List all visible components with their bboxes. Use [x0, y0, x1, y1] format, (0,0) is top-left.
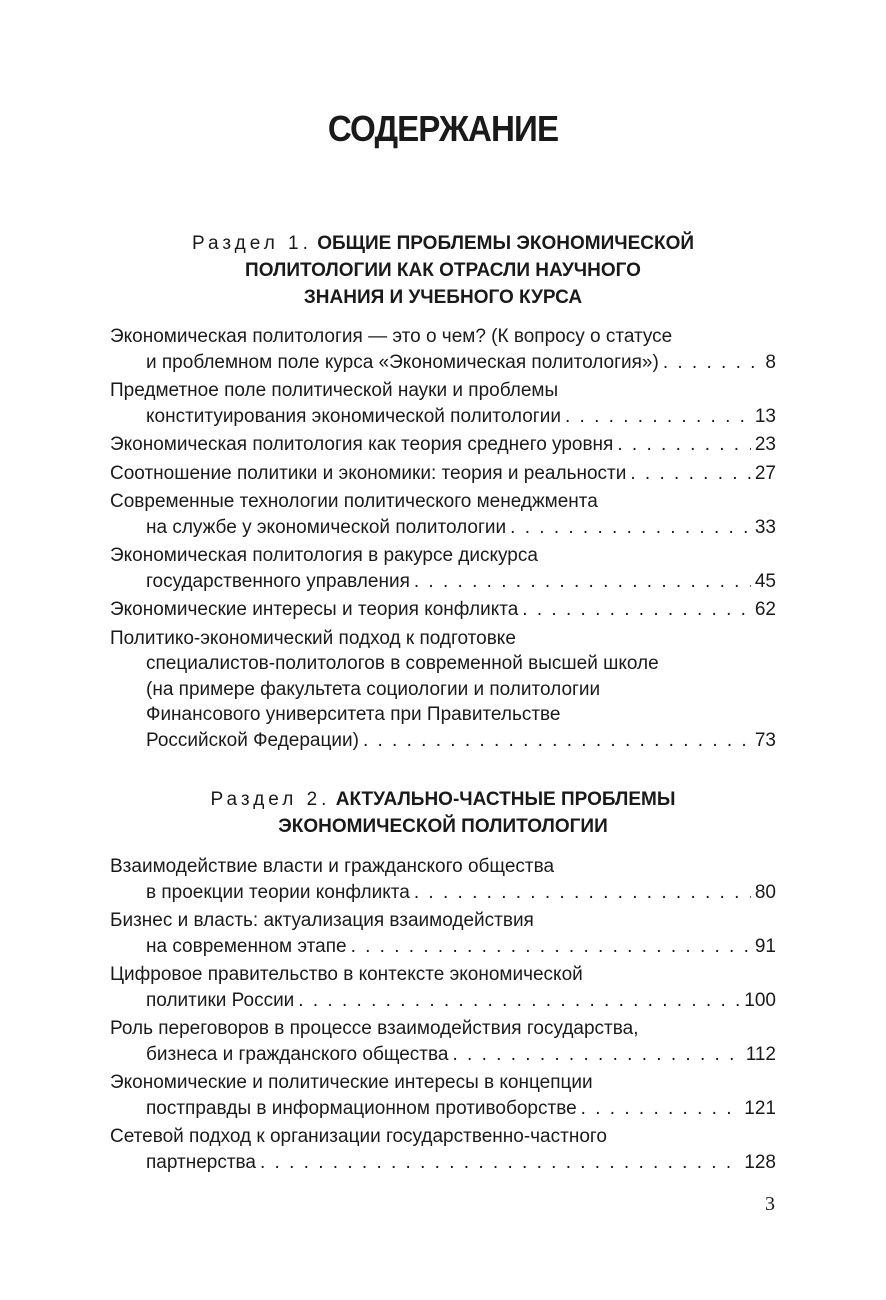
- toc-page-number: 121: [744, 1097, 776, 1119]
- toc-entry-line: Цифровое правительство в контексте экономической: [110, 964, 583, 985]
- section-1-prefix: Раздел 1.: [191, 233, 312, 254]
- toc-entry-last-line: [110, 461, 776, 487]
- toc-entry-line: Бизнес и власть: актуализация взаимодействия: [110, 910, 534, 931]
- dot-leader: [522, 597, 751, 623]
- toc-entry-last-line: [110, 880, 776, 906]
- toc-page-number: 100: [744, 989, 776, 1011]
- toc-entry-line: в проекции теории конфликта: [146, 881, 410, 903]
- dot-leader: [581, 1096, 741, 1122]
- toc-entry-line: государственного управления: [146, 570, 410, 592]
- toc-entry-last-line: [110, 597, 776, 623]
- toc-page-number: 8: [765, 351, 776, 373]
- toc-entry-line: Политико-экономический подход к подготовке: [110, 627, 516, 649]
- toc-page-number: 23: [754, 434, 776, 455]
- toc-page-number: 33: [754, 516, 776, 538]
- toc-entry-line: постправды в информационном противоборстве: [146, 1097, 577, 1119]
- dot-leader: [617, 432, 751, 458]
- section-2-heading-line-1: [0, 786, 886, 813]
- toc-entry: [110, 489, 776, 540]
- toc-page-number: 73: [754, 729, 776, 751]
- toc-entry-line: Экономическая политология в ракурсе дискурса: [110, 545, 538, 566]
- toc-entry: [110, 962, 776, 1013]
- toc-entry: [110, 597, 776, 623]
- toc-entry-line: и проблемном поле курса «Экономическая политология»): [146, 351, 659, 373]
- toc-entry-last-line: [110, 1096, 776, 1122]
- section-2-title: АКТУАЛЬНО-ЧАСТНЫЕ ПРОБЛЕМЫ: [335, 789, 676, 810]
- toc-entry: [110, 324, 776, 375]
- toc-entry-line: Российской Федерации): [146, 729, 359, 751]
- toc-entry-line: конституирования экономической политологии: [146, 405, 561, 427]
- section-1-toc-list: [110, 324, 776, 756]
- toc-entry: [110, 378, 776, 429]
- dot-leader: [298, 988, 740, 1014]
- toc-entry: [110, 543, 776, 594]
- toc-entry-last-line: [110, 728, 776, 754]
- toc-entry-last-line: [110, 350, 776, 376]
- dot-leader: [565, 404, 751, 430]
- toc-page-number: 62: [754, 599, 776, 620]
- section-1-title-line-3: ЗНАНИЯ И УЧЕБНОГО КУРСА: [303, 287, 583, 308]
- section-2-title-line-2: ЭКОНОМИЧЕСКОЙ ПОЛИТОЛОГИИ: [278, 816, 608, 837]
- toc-entry-line: Взаимодействие власти и гражданского общества: [110, 856, 555, 877]
- dot-leader: [260, 1150, 740, 1176]
- section-1-title-line-2: ПОЛИТОЛОГИИ КАК ОТРАСЛИ НАУЧНОГО: [245, 260, 641, 281]
- toc-entry-last-line: [110, 1150, 776, 1176]
- toc-entry: [110, 908, 776, 959]
- toc-entry-line: специалистов-политологов в современной высшей школе: [146, 653, 659, 674]
- toc-entry-line: Сетевой подход к организации государственно-частного: [110, 1126, 607, 1147]
- toc-entry-line: Экономическая политология — это о чем? (К вопросу о статусе: [110, 326, 673, 347]
- section-2-prefix: Раздел 2.: [210, 789, 331, 810]
- toc-entry-line: на службе у экономической политологии: [146, 516, 507, 538]
- dot-leader: [351, 934, 751, 960]
- section-1-heading: [0, 230, 886, 311]
- toc-page-number: 128: [744, 1151, 776, 1173]
- toc-entry-line: Финансового университета при Правительстве: [146, 704, 561, 725]
- toc-entry-last-line: [110, 515, 776, 541]
- toc-entry-last-line: [110, 432, 776, 458]
- toc-page-number: 91: [754, 935, 776, 957]
- toc-entry-line: (на примере факультета социологии и политологии: [146, 678, 601, 700]
- toc-entry: [110, 1070, 776, 1121]
- toc-entry-line: Экономические и политические интересы в концепции: [110, 1072, 593, 1093]
- toc-page-number: 80: [754, 881, 776, 903]
- toc-entry-line: на современном этапе: [146, 935, 347, 957]
- toc-entry: [110, 1124, 776, 1175]
- toc-entry-line: Роль переговоров в процессе взаимодействия государства,: [110, 1018, 639, 1039]
- toc-entry-last-line: [110, 404, 776, 430]
- section-2-toc-list: [110, 854, 776, 1178]
- toc-entry: [110, 626, 776, 754]
- dot-leader: [414, 880, 751, 906]
- dot-leader: [452, 1042, 741, 1068]
- dot-leader: [663, 350, 762, 376]
- toc-page-number: 27: [754, 462, 776, 484]
- page-number: 3: [765, 1193, 775, 1215]
- section-1-title: ОБЩИЕ ПРОБЛЕМЫ ЭКОНОМИЧЕСКОЙ: [317, 233, 695, 254]
- toc-page-number: 13: [754, 405, 776, 427]
- toc-entry-line: бизнеса и гражданского общества: [146, 1043, 449, 1065]
- toc-entry-line: Современные технологии политического менеджмента: [110, 491, 598, 512]
- toc-entry-line: Экономическая политология как теория среднего уровня: [110, 434, 614, 455]
- toc-entry-line: Предметное поле политической науки и проблемы: [110, 380, 559, 401]
- dot-leader: [510, 515, 751, 541]
- toc-entry-last-line: [110, 1042, 776, 1068]
- dot-leader: [414, 569, 751, 595]
- toc-entry-last-line: [110, 934, 776, 960]
- toc-entry-line: Экономические интересы и теория конфликта: [110, 599, 519, 620]
- toc-entry-line: политики России: [146, 989, 295, 1011]
- page-title: СОДЕРЖАНИЕ: [327, 108, 559, 149]
- toc-entry: [110, 432, 776, 458]
- dot-leader: [363, 728, 751, 754]
- toc-entry-line: партнерства: [146, 1151, 256, 1173]
- toc-entry: [110, 854, 776, 905]
- section-1-heading-line-1: [0, 230, 886, 257]
- toc-entry-line: Соотношение политики и экономики: теория и реальности: [110, 462, 627, 484]
- toc-entry: [110, 1016, 776, 1067]
- section-2-heading: [0, 786, 886, 840]
- toc-entry: [110, 461, 776, 487]
- toc-entry-last-line: [110, 988, 776, 1014]
- dot-leader: [630, 461, 751, 487]
- toc-entry-last-line: [110, 569, 776, 595]
- toc-page-number: 45: [754, 570, 776, 592]
- toc-page-number: 112: [745, 1043, 776, 1065]
